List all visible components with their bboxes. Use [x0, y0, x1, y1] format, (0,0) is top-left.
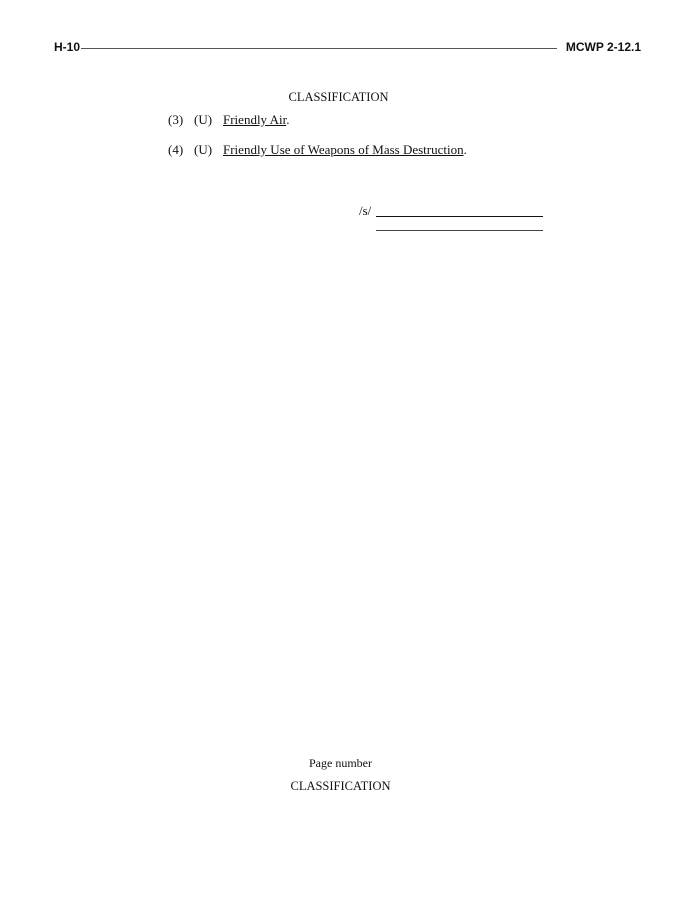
page-number: Page number — [309, 756, 372, 770]
paragraph-marking: (U) — [194, 112, 213, 127]
signature-mark: /s/ — [359, 203, 372, 218]
paragraph-marking: (U) — [194, 142, 213, 157]
paragraph-title: Friendly Air — [223, 112, 287, 127]
signature-title-line — [376, 230, 543, 231]
header-page-id: H-10 — [54, 40, 81, 54]
paragraph-title: Friendly Use of Weapons of Mass Destruction — [223, 142, 464, 157]
paragraph-period: . — [286, 112, 290, 127]
paragraph-number: (4) — [168, 142, 184, 157]
classification-bottom: CLASSIFICATION — [290, 779, 391, 793]
signature-line — [376, 216, 543, 217]
paragraph-number: (3) — [168, 112, 184, 127]
header-publication-id: MCWP 2-12.1 — [565, 40, 641, 54]
running-header — [54, 38, 641, 58]
paragraph-3 — [168, 112, 289, 128]
classification-top: CLASSIFICATION — [288, 90, 389, 104]
paragraph-4 — [168, 142, 467, 158]
header-rule — [81, 48, 557, 49]
paragraph-period: . — [463, 142, 467, 157]
